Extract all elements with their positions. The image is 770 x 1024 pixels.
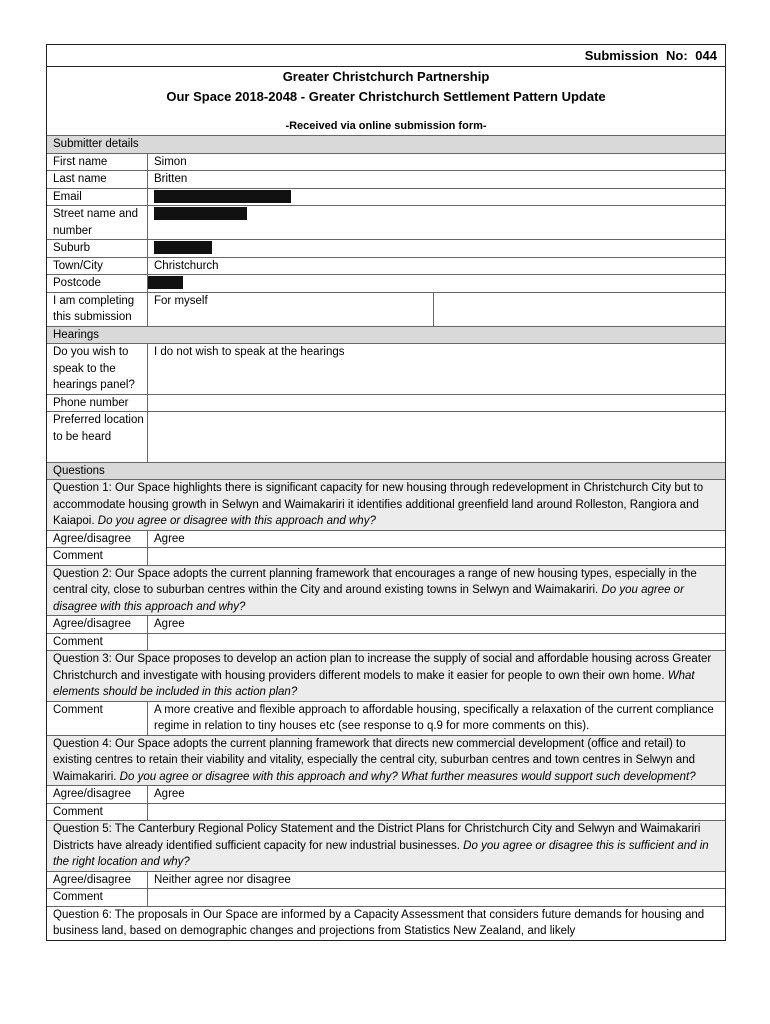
- q1-comment-value: [148, 548, 725, 565]
- row-q2-agree: [47, 615, 725, 633]
- row-q5-agree: [47, 871, 725, 889]
- suburb-label: Suburb: [47, 240, 148, 257]
- q3-comment-label: Comment: [47, 702, 148, 735]
- location-label: Preferred location to be heard: [47, 412, 148, 462]
- completing-label: I am completing this submission: [47, 293, 148, 326]
- row-street: [47, 205, 725, 239]
- question-4-ask: Do you agree or disagree with this approach and why? What further measures would support such development?: [119, 770, 696, 783]
- suburb-value: [148, 240, 725, 257]
- form-frame: [46, 44, 726, 941]
- row-q5-comment: [47, 888, 725, 906]
- question-1-ask: Do you agree or disagree with this approach and why?: [97, 515, 376, 527]
- question-1: [47, 479, 725, 530]
- submission-number-label: Submission No:: [584, 48, 688, 63]
- speak-label: Do you wish to speak to the hearings panel?: [47, 344, 148, 394]
- question-4: [47, 735, 725, 786]
- town-label: Town/City: [47, 258, 148, 275]
- row-first-name: [47, 153, 725, 171]
- row-suburb: [47, 239, 725, 257]
- phone-label: Phone number: [47, 395, 148, 412]
- speak-value: I do not wish to speak at the hearings: [154, 346, 345, 358]
- q1-comment-label: Comment: [47, 548, 148, 565]
- redaction-bar: [154, 190, 291, 203]
- redaction-bar: [154, 241, 212, 254]
- form-org: Greater Christchurch Partnership: [282, 69, 490, 84]
- first-name-label: First name: [47, 154, 148, 171]
- question-4-text: Question 4: Our Space adopts the current planning framework that directs new commercial development (office and retail) to existing centres to retain their viability and vitality, especially the central city, suburban centres and town centres in Selwyn and Waimakariri.: [53, 737, 695, 783]
- q5-agree-value: Neither agree nor disagree: [154, 873, 291, 886]
- completing-value: For myself: [154, 294, 208, 307]
- q2-comment-label: Comment: [47, 634, 148, 651]
- row-q4-agree: [47, 785, 725, 803]
- location-value: [148, 412, 725, 462]
- row-town: [47, 257, 725, 275]
- question-3: [47, 650, 725, 701]
- row-phone: [47, 394, 725, 412]
- q2-agree-label: Agree/disagree: [47, 616, 148, 633]
- town-value: Christchurch: [154, 259, 219, 272]
- submission-form: [46, 44, 726, 941]
- row-speak: [47, 343, 725, 394]
- section-hearings: Hearings: [47, 326, 725, 344]
- street-value: [148, 206, 725, 239]
- question-3-text: Question 3: Our Space proposes to develop an action plan to increase the supply of social and affordable housing across Greater Christchurch and investigate with housing providers different models to make it easier for people to own their own home.: [53, 653, 712, 682]
- question-5: [47, 820, 725, 871]
- q5-agree-label: Agree/disagree: [47, 872, 148, 889]
- submission-number: [47, 45, 725, 67]
- q1-agree-value: Agree: [154, 532, 185, 545]
- row-completing: [47, 292, 725, 326]
- row-last-name: [47, 170, 725, 188]
- row-q2-comment: [47, 633, 725, 651]
- q4-comment-value: [148, 804, 725, 821]
- postcode-label: Postcode: [47, 275, 148, 292]
- section-submitter: Submitter details: [47, 135, 725, 153]
- row-q1-comment: [47, 547, 725, 565]
- redaction-bar: [154, 207, 247, 220]
- received-note: -Received via online submission form-: [285, 120, 487, 132]
- completing-extra-cell: [433, 293, 725, 326]
- row-q4-comment: [47, 803, 725, 821]
- postcode-value: [148, 275, 725, 292]
- last-name-label: Last name: [47, 171, 148, 188]
- email-value: [148, 189, 725, 206]
- redaction-bar: [148, 276, 183, 289]
- q5-comment-label: Comment: [47, 889, 148, 906]
- section-questions: Questions: [47, 462, 725, 480]
- question-1-text: Question 1: Our Space highlights there is significant capacity for new housing through redevelopment in Christchurch City but to accommodate housing growth in Selwyn and Waimakariri it identifies additional greenfield land around Rolleston, Rangiora and Kaiapoi.: [53, 482, 704, 527]
- q2-agree-value: Agree: [154, 618, 185, 630]
- q1-agree-label: Agree/disagree: [47, 531, 148, 548]
- phone-value: [148, 395, 725, 412]
- question-3-ask: What elements should be included in this action plan?: [53, 669, 695, 698]
- street-label: Street name and number: [47, 206, 148, 239]
- form-title: Our Space 2018-2048 - Greater Christchurch Settlement Pattern Update: [166, 89, 606, 104]
- row-postcode: [47, 274, 725, 292]
- question-2: [47, 565, 725, 616]
- question-6-text: Question 6: The proposals in Our Space are informed by a Capacity Assessment that considers future demands for housing and business land, based on demographic changes and projections from Statistics New Zealand, and likely: [53, 908, 705, 937]
- q5-comment-value: [148, 889, 725, 906]
- question-5-text: Question 5: The Canterbury Regional Policy Statement and the District Plans for Christchurch City and Selwyn and Waimakariri Districts have already identified sufficient capacity for new industrial businesses.: [53, 823, 701, 852]
- row-q3-comment: [47, 701, 725, 735]
- q2-comment-value: [148, 634, 725, 651]
- q4-comment-label: Comment: [47, 804, 148, 821]
- first-name-value: Simon: [154, 155, 187, 168]
- q4-agree-label: Agree/disagree: [47, 786, 148, 803]
- question-2-ask: Do you agree or disagree with this approach and why?: [53, 584, 684, 613]
- row-q1-agree: [47, 530, 725, 548]
- q3-comment-value: A more creative and flexible approach to affordable housing, specifically a relaxation of the current compliance regime in relation to tiny houses etc (see response to q.9 for more comments on this).: [154, 703, 714, 732]
- question-6: [47, 906, 725, 941]
- submission-number-value: 044: [695, 48, 717, 63]
- question-5-ask: Do you agree or disagree this is sufficient and in the right location and why?: [53, 839, 709, 868]
- row-location: [47, 411, 725, 462]
- question-2-text: Question 2: Our Space adopts the current planning framework that encourages a range of new housing types, especially in the central city, close to suburban centres within the City and around existing towns in Selwyn and Waimakariri.: [53, 567, 697, 596]
- q4-agree-value: Agree: [154, 788, 185, 800]
- email-label: Email: [47, 189, 148, 206]
- row-email: [47, 188, 725, 206]
- last-name-value: Britten: [154, 173, 188, 185]
